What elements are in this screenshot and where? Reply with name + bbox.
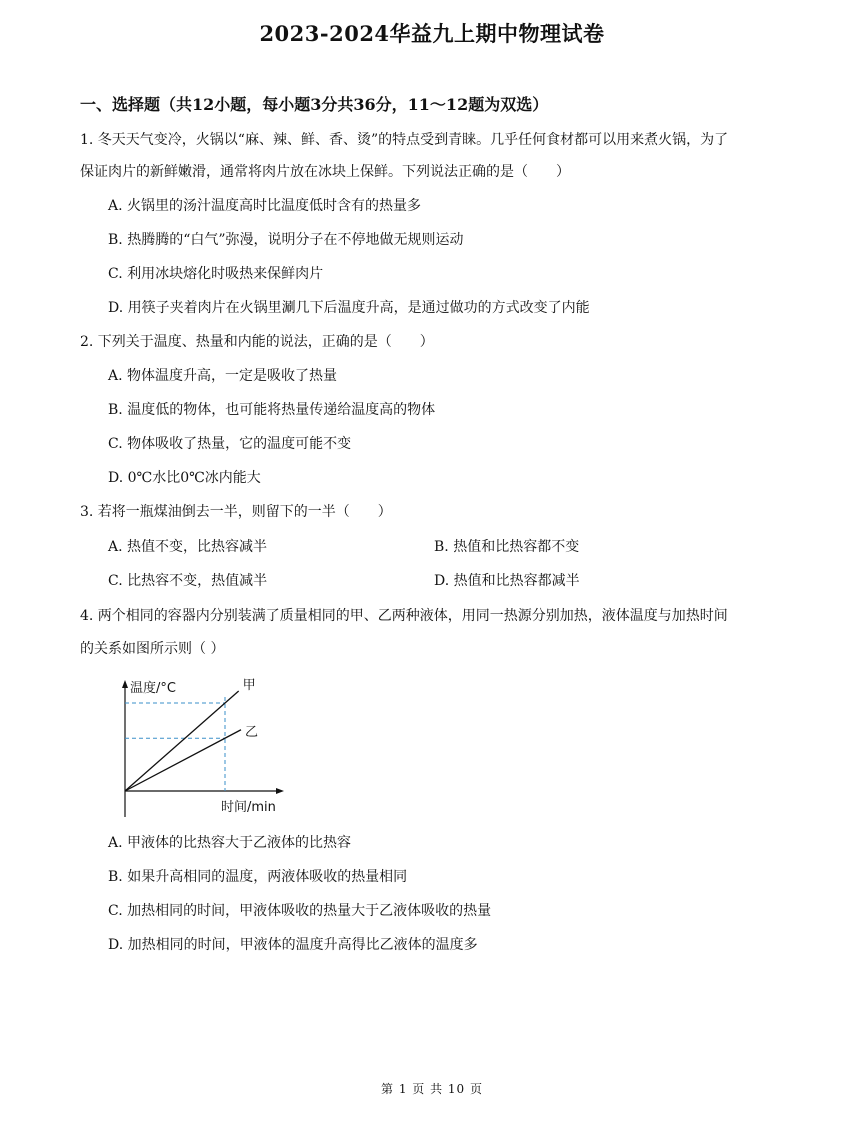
question-2-option-c: C. 物体吸收了热量，它的温度可能不变 xyxy=(108,436,352,452)
question-1-option-a: A. 火锅里的汤汁温度高时比温度低时含有的热量多 xyxy=(108,198,422,214)
question-2-option-d: D. 0℃水比0℃冰内能大 xyxy=(108,470,261,486)
y-axis-label: 温度/°C xyxy=(130,681,176,696)
question-3-option-d: D. 热值和比热容都减半 xyxy=(434,573,580,589)
question-4-stem-line-2: 的关系如图所示则（ ） xyxy=(80,641,225,657)
question-2-stem: 2. 下列关于温度、热量和内能的说法，正确的是（ ） xyxy=(80,334,434,350)
section-heading: 一、选择题（共12小题，每小题3分共36分，11～12题为双选） xyxy=(80,95,549,114)
question-3-option-c: C. 比热容不变，热值减半 xyxy=(108,573,268,589)
question-4-option-b: B. 如果升高相同的温度，两液体吸收的热量相同 xyxy=(108,869,408,885)
question-4-stem-line-1: 4. 两个相同的容器内分别装满了质量相同的甲、乙两种液体，用同一热源分别加热，液体温度与加热时间 xyxy=(80,608,728,624)
series-label-jia: 甲 xyxy=(242,677,256,693)
question-4-option-c: C. 加热相同的时间，甲液体吸收的热量大于乙液体吸收的热量 xyxy=(108,903,492,919)
question-1-option-d: D. 用筷子夹着肉片在火锅里涮几下后温度升高，是通过做功的方式改变了内能 xyxy=(108,300,590,316)
question-4-option-d: D. 加热相同的时间，甲液体的温度升高得比乙液体的温度多 xyxy=(108,937,478,953)
series-line-jia xyxy=(125,691,239,791)
question-2-option-b: B. 温度低的物体，也可能将热量传递给温度高的物体 xyxy=(108,402,436,418)
question-1-option-b: B. 热腾腾的“白气”弥漫，说明分子在不停地做无规则运动 xyxy=(108,232,464,248)
question-1-option-c: C. 利用冰块熔化时吸热来保鲜肉片 xyxy=(108,266,324,282)
temperature-time-chart xyxy=(108,672,308,822)
x-axis-arrow xyxy=(276,788,284,794)
page-title: 2023-2024华益九上期中物理试卷 xyxy=(259,21,605,46)
question-1-stem-line-1: 1. 冬天天气变冷，火锅以“麻、辣、鲜、香、烫”的特点受到青睐。几乎任何食材都可以用来煮火锅，为了 xyxy=(80,132,729,148)
question-4-option-a: A. 甲液体的比热容大于乙液体的比热容 xyxy=(108,835,352,851)
series-label-yi: 乙 xyxy=(245,724,259,740)
series-line-yi xyxy=(125,730,241,791)
page-footer: 第 1 页 共 10 页 xyxy=(381,1082,483,1096)
y-axis-arrow xyxy=(122,680,128,688)
question-2-option-a: A. 物体温度升高，一定是吸收了热量 xyxy=(108,368,338,384)
question-1-stem-line-2: 保证肉片的新鲜嫩滑，通常将肉片放在冰块上保鲜。下列说法正确的是（ ） xyxy=(80,164,570,180)
question-3-option-a: A. 热值不变，比热容减半 xyxy=(108,539,268,555)
question-3-stem: 3. 若将一瓶煤油倒去一半，则留下的一半（ ） xyxy=(80,504,392,520)
question-3-option-b: B. 热值和比热容都不变 xyxy=(434,539,580,555)
x-axis-label: 时间/min xyxy=(221,800,276,815)
